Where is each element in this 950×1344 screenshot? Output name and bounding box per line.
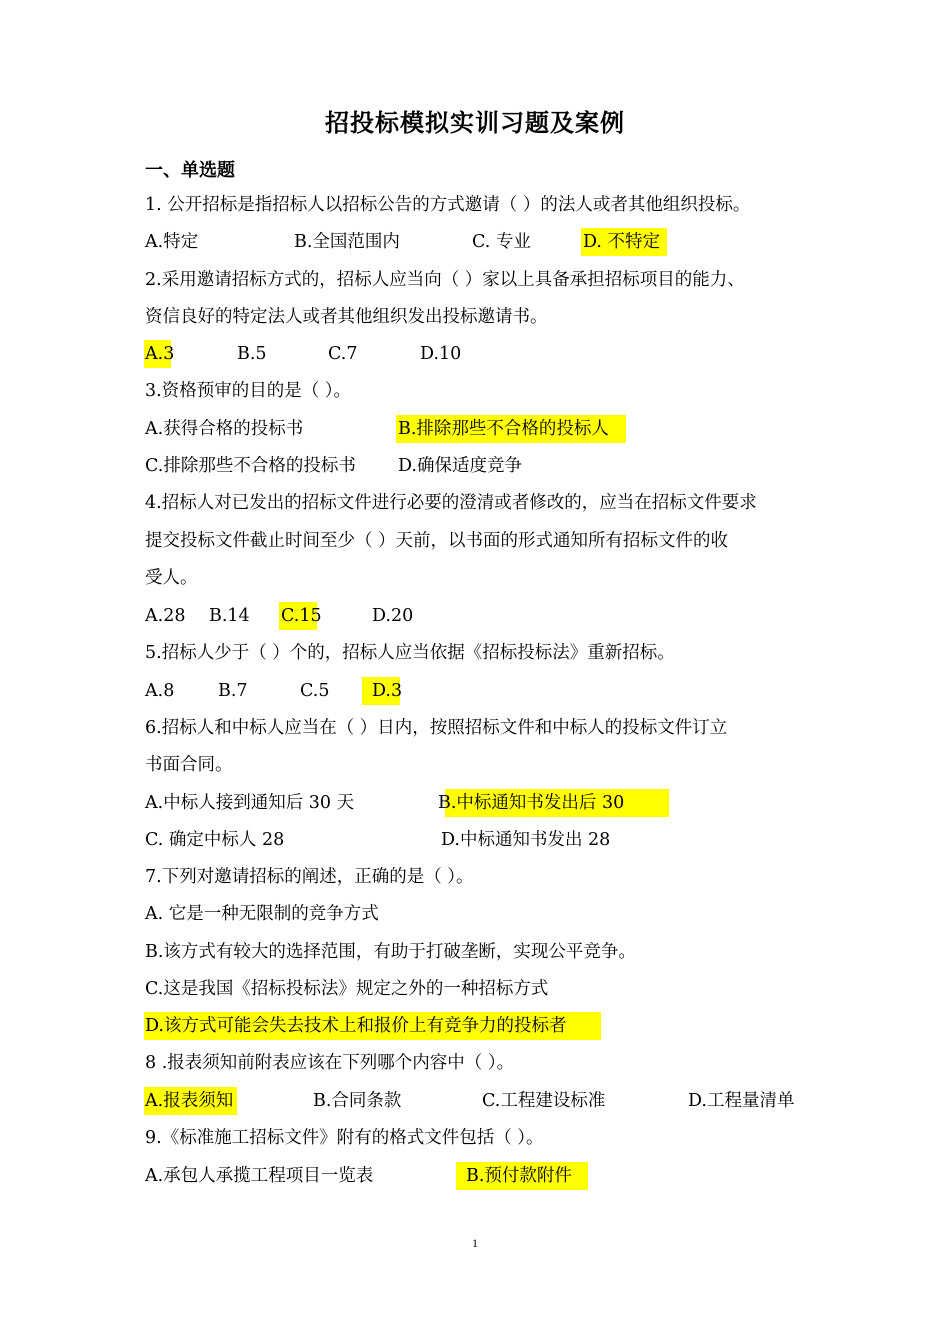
question-9: 9.《标准施工招标文件》附有的格式文件包括（ ）。 — [145, 1128, 544, 1148]
question-5: 5.招标人少于（ ）个的，招标人应当依据《招标投标法》重新招标。 — [145, 643, 675, 663]
q6-option-d: D.中标通知书发出 28 — [441, 830, 611, 850]
question-6-line-1: 6.招标人和中标人应当在（ ）日内，按照招标文件和中标人的投标文件订立 — [145, 718, 728, 738]
q2-option-d: D.10 — [420, 344, 462, 364]
q7-option-b: B.该方式有较大的选择范围，有助于打破垄断，实现公平竞争。 — [145, 942, 636, 962]
q7-option-d: D.该方式可能会失去技术上和报价上有竞争力的投标者 — [145, 1016, 567, 1036]
q1-option-a: A.特定 — [145, 232, 199, 252]
question-6-line-2: 书面合同。 — [145, 755, 233, 775]
q1-option-c: C. 专业 — [472, 232, 531, 252]
q4-option-b: B.14 — [209, 606, 250, 626]
section-heading: 一、单选题 — [145, 160, 235, 181]
question-4-line-2: 提交投标文件截止时间至少（ ）天前，以书面的形式通知所有招标文件的收 — [145, 531, 729, 551]
q7-option-a: A. 它是一种无限制的竞争方式 — [145, 904, 379, 924]
question-1: 1. 公开招标是指招标人以招标公告的方式邀请（ ）的法人或者其他组织投标。 — [145, 195, 751, 215]
q3-option-d: D.确保适度竞争 — [398, 456, 522, 476]
q3-option-b: B.排除那些不合格的投标人 — [398, 419, 609, 439]
document-title: 招投标模拟实训习题及案例 — [325, 109, 625, 137]
q8-option-c: C.工程建设标准 — [482, 1091, 606, 1111]
q5-option-b: B.7 — [218, 681, 248, 701]
question-3: 3.资格预审的目的是（ ）。 — [145, 381, 352, 401]
q6-option-a: A.中标人接到通知后 30 天 — [145, 793, 355, 813]
q8-option-d: D.工程量清单 — [688, 1091, 795, 1111]
question-7: 7.下列对邀请招标的阐述，正确的是（ ）。 — [145, 867, 474, 887]
question-4-line-3: 受人。 — [145, 568, 198, 588]
q4-option-d: D.20 — [372, 606, 414, 626]
q2-option-c: C.7 — [328, 344, 358, 364]
q4-option-a: A.28 — [145, 606, 186, 626]
q9-option-b: B.预付款附件 — [466, 1166, 572, 1186]
q3-option-c: C.排除那些不合格的投标书 — [145, 456, 356, 476]
q5-option-d: D.3 — [372, 681, 403, 701]
q9-option-a: A.承包人承揽工程项目一览表 — [145, 1166, 374, 1186]
q5-option-c: C.5 — [300, 681, 330, 701]
q3-option-a: A.获得合格的投标书 — [145, 419, 304, 439]
q6-option-b: B.中标通知书发出后 30 — [438, 793, 625, 813]
q1-option-d: D. 不特定 — [583, 232, 661, 252]
q2-option-b: B.5 — [237, 344, 267, 364]
question-2-line-1: 2.采用邀请招标方式的，招标人应当向（ ）家以上具备承担招标项目的能力、 — [145, 270, 745, 290]
page-number: 1 — [472, 1236, 478, 1250]
q5-option-a: A.8 — [145, 681, 175, 701]
q7-option-c: C.这是我国《招标投标法》规定之外的一种招标方式 — [145, 979, 549, 999]
q1-option-b: B.全国范围内 — [294, 232, 400, 252]
question-8: 8 .报表须知前附表应该在下列哪个内容中（ ）。 — [145, 1053, 515, 1073]
question-2-line-2: 资信良好的特定法人或者其他组织发出投标邀请书。 — [145, 307, 548, 327]
question-4-line-1: 4.招标人对已发出的招标文件进行必要的澄清或者修改的，应当在招标文件要求 — [145, 493, 757, 513]
q4-option-c: C.15 — [281, 606, 322, 626]
q6-option-c: C. 确定中标人 28 — [145, 830, 285, 850]
q8-option-b: B.合同条款 — [313, 1091, 402, 1111]
q2-option-a: A.3 — [145, 344, 175, 364]
q8-option-a: A.报表须知 — [145, 1091, 234, 1111]
